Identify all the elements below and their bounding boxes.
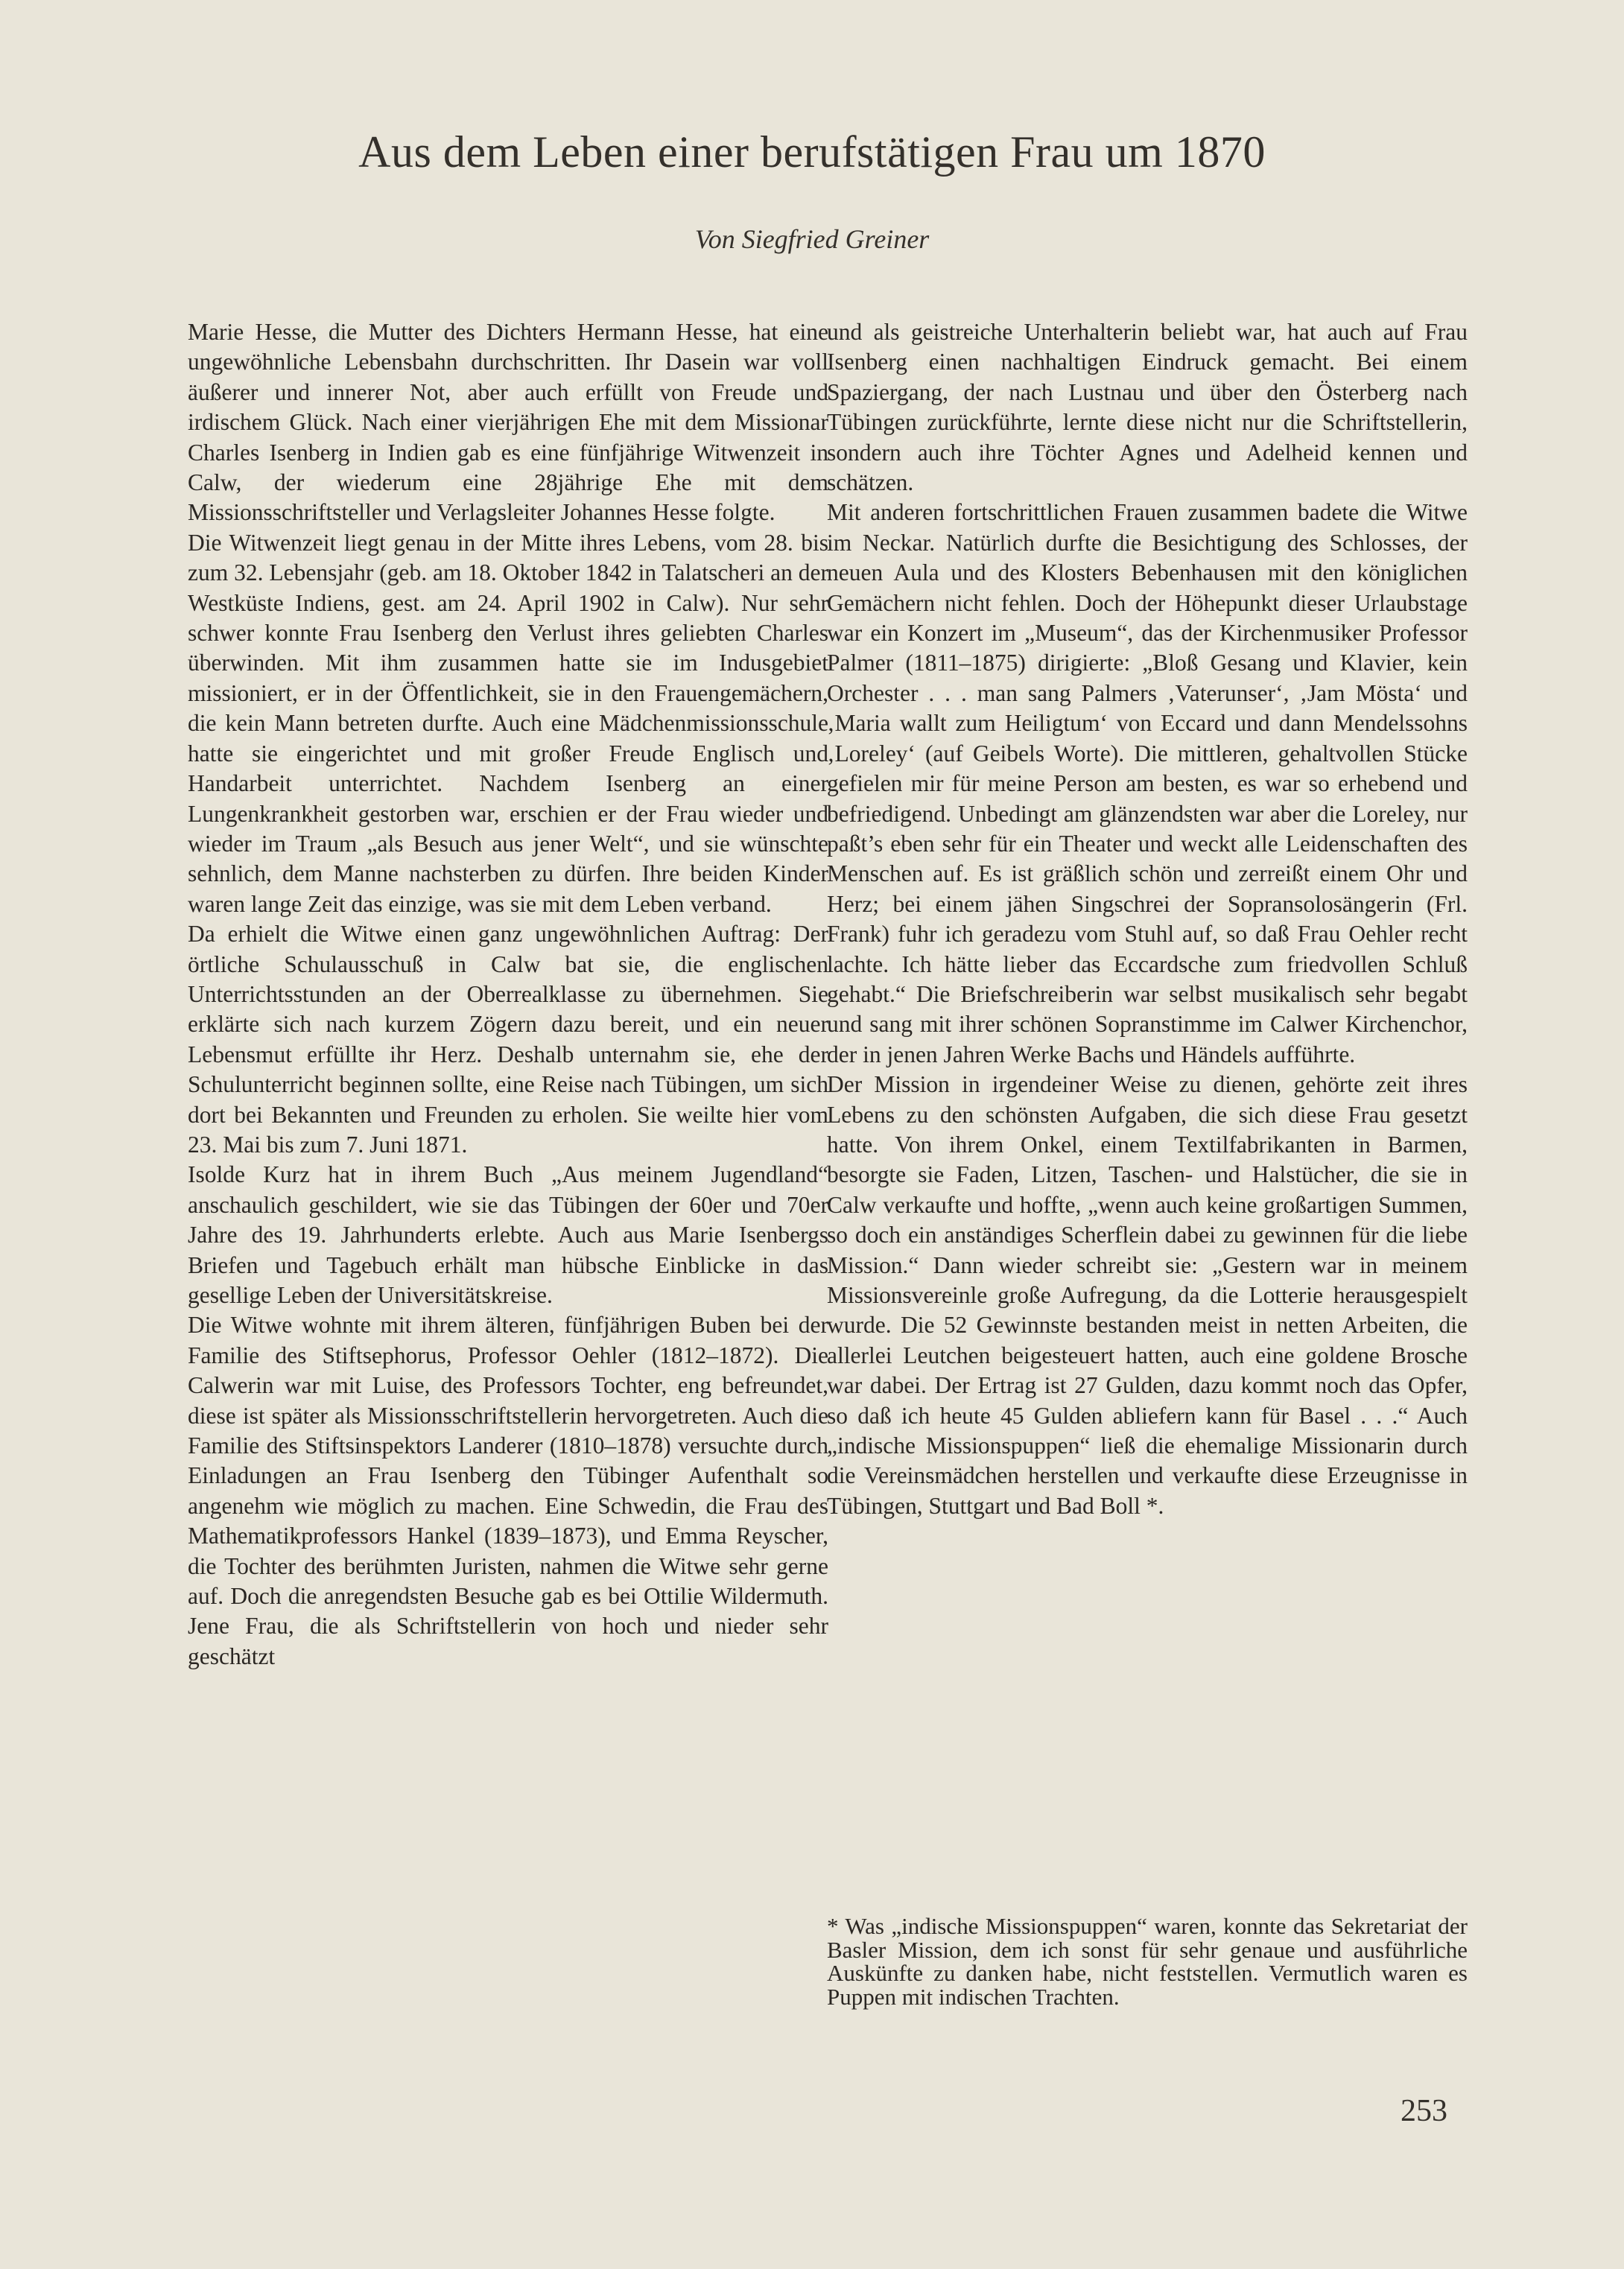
paragraph: Marie Hesse, die Mutter des Dichters Hermann Hesse, hat eine ungewöhnliche Lebensbahn durchschritten. Ihr Dasein war voll äußerer und innerer Not, aber auch erfüllt von Freude und irdischem Glück. Nach einer vierjährigen Ehe mit dem Missionar Charles Isenberg in Indien gab es eine fünfjährige Witwenzeit in Calw, der wiederum eine 28jährige Ehe mit dem Missionsschriftsteller und Verlagsleiter Johannes Hesse folgte.	[188, 319, 828, 526]
paragraph: Da erhielt die Witwe einen ganz ungewöhnlichen Auftrag: Der örtliche Schulausschuß in Calw bat sie, die englischen Unterrichtsstunden an der Oberrealklasse zu übernehmen. Sie erklärte sich nach kurzem Zögern dazu bereit, und ein neuer Lebensmut erfüllte ihr Herz. Deshalb unternahm sie, ehe der Schulunterricht beginnen sollte, eine Reise nach Tübingen, um sich dort bei Bekannten und Freunden zu erholen. Sie weilte hier vom 23. Mai bis zum 7. Juni 1871.	[188, 921, 828, 1158]
page-number: 253	[1401, 2094, 1447, 2128]
article-title: Aus dem Leben einer berufstätigen Frau um 1870	[358, 127, 1266, 177]
paragraph: Mit anderen fortschrittlichen Frauen zusammen badete die Witwe im Neckar. Natürlich durfte die Besichtigung des Schlosses, der neuen Aula und des Klosters Bebenhausen mit den königlichen Gemächern nicht fehlen. Doch der Höhepunkt dieser Urlaubstage war ein Konzert im „Museum“, das der Kirchenmusiker Professor Palmer (1811–1875) dirigierte: „Bloß Gesang und Klavier, kein Orchester . . . man sang Palmers ‚Vaterunser‘, ‚Jam Mösta‘ und ‚Maria wallt zum Heiligtum‘ von Eccard und dann Mendelssohns ‚Loreley‘ (auf Geibels Worte). Die mittleren, gehaltvollen Stücke gefielen mir für meine Person am besten, es war so erhebend und befriedigend. Unbedingt am glänzendsten war aber die Loreley, nur paßt’s eben sehr für ein Theater und weckt alle Leidenschaften des Menschen auf. Es ist gräßlich schön und zerreißt einem Ohr und Herz; bei einem jähen Singschrei der Sopransolosängerin (Frl. Frank) fuhr ich geradezu vom Stuhl auf, so daß Frau Oehler recht lachte. Ich hätte lieber das Eccardsche zum friedvollen Schluß gehabt.“ Die Briefschreiberin war selbst musikalisch sehr begabt und sang mit ihrer schönen Sopranstimme im Calwer Kirchenchor, der in jenen Jahren Werke Bachs und Händels aufführte.	[827, 499, 1468, 1067]
paragraph: Der Mission in irgendeiner Weise zu dienen, gehörte zeit ihres Lebens zu den schönsten Aufgaben, die sich diese Frau gesetzt hatte. Von ihrem Onkel, einem Textilfabrikanten in Barmen, besorgte sie Faden, Litzen, Taschen- und Halstücher, die sie in Calw verkaufte und hoffte, „wenn auch keine großartigen Summen, so doch ein anständiges Scherflein dabei zu gewinnen für die liebe Mission.“ Dann wieder schreibt sie: „Gestern war in meinem Missionsvereinle große Aufregung, da die Lotterie herausgespielt wurde. Die 52 Gewinnste bestanden meist in netten Arbeiten, die allerlei Leutchen beigesteuert hatten, auch eine goldene Brosche war dabei. Der Ertrag ist 27 Gulden, dazu kommt noch das Opfer, so daß ich heute 45 Gulden abliefern kann für Basel . . .“ Auch „indische Missionspuppen“ ließ die ehemalige Missionarin durch die Vereinsmädchen herstellen und verkaufte diese Erzeugnisse in Tübingen, Stuttgart und Bad Boll *.	[827, 1071, 1468, 1519]
paragraph: und als geistreiche Unterhalterin beliebt war, hat auch auf Frau Isenberg einen nachhaltigen Eindruck gemacht. Bei einem Spaziergang, der nach Lustnau und über den Österberg nach Tübingen zurückführte, lernte diese nicht nur die Schriftstellerin, sondern auch ihre Töchter Agnes und Adelheid kennen und schätzen.	[827, 319, 1468, 496]
author-byline: Von Siegfried Greiner	[694, 224, 930, 254]
paragraph: Die Witwenzeit liegt genau in der Mitte ihres Lebens, vom 28. bis zum 32. Lebensjahr (geb. am 18. Oktober 1842 in Talatscheri an der Westküste Indiens, gest. am 24. April 1902 in Calw). Nur sehr schwer konnte Frau Isenberg den Verlust ihres geliebten Charles überwinden. Mit ihm zusammen hatte sie im Indusgebiet missioniert, er in der Öffentlichkeit, sie in den Frauengemächern, die kein Mann betreten durfte. Auch eine Mädchenmissionsschule hatte sie eingerichtet und mit großer Freude Englisch und Handarbeit unterrichtet. Nachdem Isenberg an einer Lungenkrankheit gestorben war, erschien er der Frau wieder und wieder im Traum „als Besuch aus jener Welt“, und sie wünschte sehnlich, dem Manne nachsterben zu dürfen. Ihre beiden Kinder waren lange Zeit das einzige, was sie mit dem Leben verband.	[188, 529, 828, 917]
footnote: * Was „indische Missionspuppen“ waren, konnte das Sekretariat der Basler Mission, dem ich sonst für sehr genaue und ausführliche Auskünfte zu danken habe, nicht feststellen. Vermutlich waren es Puppen mit indischen Trachten.	[827, 1913, 1468, 2010]
right-column	[827, 317, 1468, 1521]
paragraph: Isolde Kurz hat in ihrem Buch „Aus meinem Jugendland“ anschaulich geschildert, wie sie das Tübingen der 60er und 70er Jahre des 19. Jahrhunderts erlebte. Auch aus Marie Isenbergs Briefen und Tagebuch erhält man hübsche Einblicke in das gesellige Leben der Universitätskreise.	[188, 1161, 828, 1308]
left-column	[188, 317, 828, 1672]
paragraph: Die Witwe wohnte mit ihrem älteren, fünfjährigen Buben bei der Familie des Stiftsephorus, Professor Oehler (1812–1872). Die Calwerin war mit Luise, des Professors Tochter, eng befreundet, diese ist später als Missionsschriftstellerin hervorgetreten. Auch die Familie des Stiftsinspektors Landerer (1810–1878) versuchte durch Einladungen an Frau Isenberg den Tübinger Aufenthalt so angenehm wie möglich zu machen. Eine Schwedin, die Frau des Mathematikprofessors Hankel (1839–1873), und Emma Reyscher, die Tochter des berühmten Juristen, nahmen die Witwe sehr gerne auf. Doch die anregendsten Besuche gab es bei Ottilie Wildermuth. Jene Frau, die als Schriftstellerin von hoch und nieder sehr geschätzt	[188, 1312, 828, 1669]
